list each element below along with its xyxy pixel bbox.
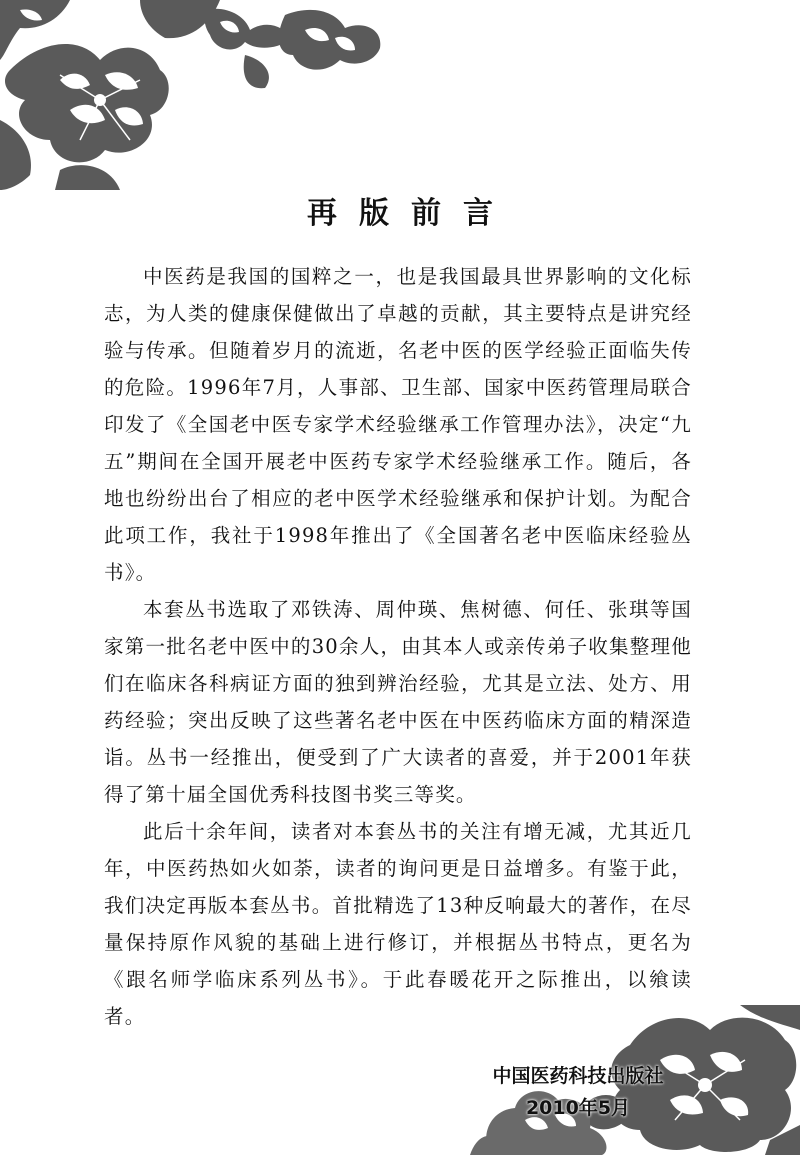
floral-ornament-top-left-icon [0,0,220,190]
preface-paragraph-1: 中医药是我国的国粹之一，也是我国最具世界影响的文化标志，为人类的健康保健做出了卓越的贡献，其主要特点是讲究经验与传承。但随着岁月的流逝，名老中医的医学经验正面临失传的危险。1996年7月，人事部、卫生部、国家中医药管理局联合印发了《全国老中医专家学术经验继承工作管理办法》，决定“九五”期间在全国开展老中医药专家学术经验继承工作。随后，各地也纷纷出台了相应的老中医学术经验继承和保护计划。为配合此项工作，我社于1998年推出了《全国著名老中医临床经验丛书》。 [104,265,692,584]
signature-block [458,1060,698,1124]
preface-body [104,258,692,1035]
preface-paragraph-2: 本套丛书选取了邓铁涛、周仲瑛、焦树德、何任、张琪等国家第一批名老中医中的30余人，由其本人或亲传弟子收集整理他们在临床各科病证方面的独到辨治经验，尤其是立法、处方、用药经验；突出反映了这些著名老中医在中医药临床方面的精深造诣。丛书一经推出，便受到了广大读者的喜爱，并于2001年获得了第十届全国优秀科技图书奖三等奖。 [104,598,692,806]
publisher-name: 中国医药科技出版社 [492,1065,664,1087]
signature-date: 2010年5月 [525,1097,631,1119]
page-title: 再版前言 [307,196,515,232]
floral-ornament-top-icon [205,0,385,90]
preface-paragraph-3: 此后十余年间，读者对本套丛书的关注有增无减，尤其近几年，中医药热如火如荼，读者的询问更是日益增多。有鉴于此，我们决定再版本套丛书。首批精选了13种反响最大的著作，在尽量保持原作风貌的基础上进行修订，并根据丛书特点，更名为《跟名师学临床系列丛书》。于此春暖花开之际推出，以飨读者。 [104,820,692,1028]
